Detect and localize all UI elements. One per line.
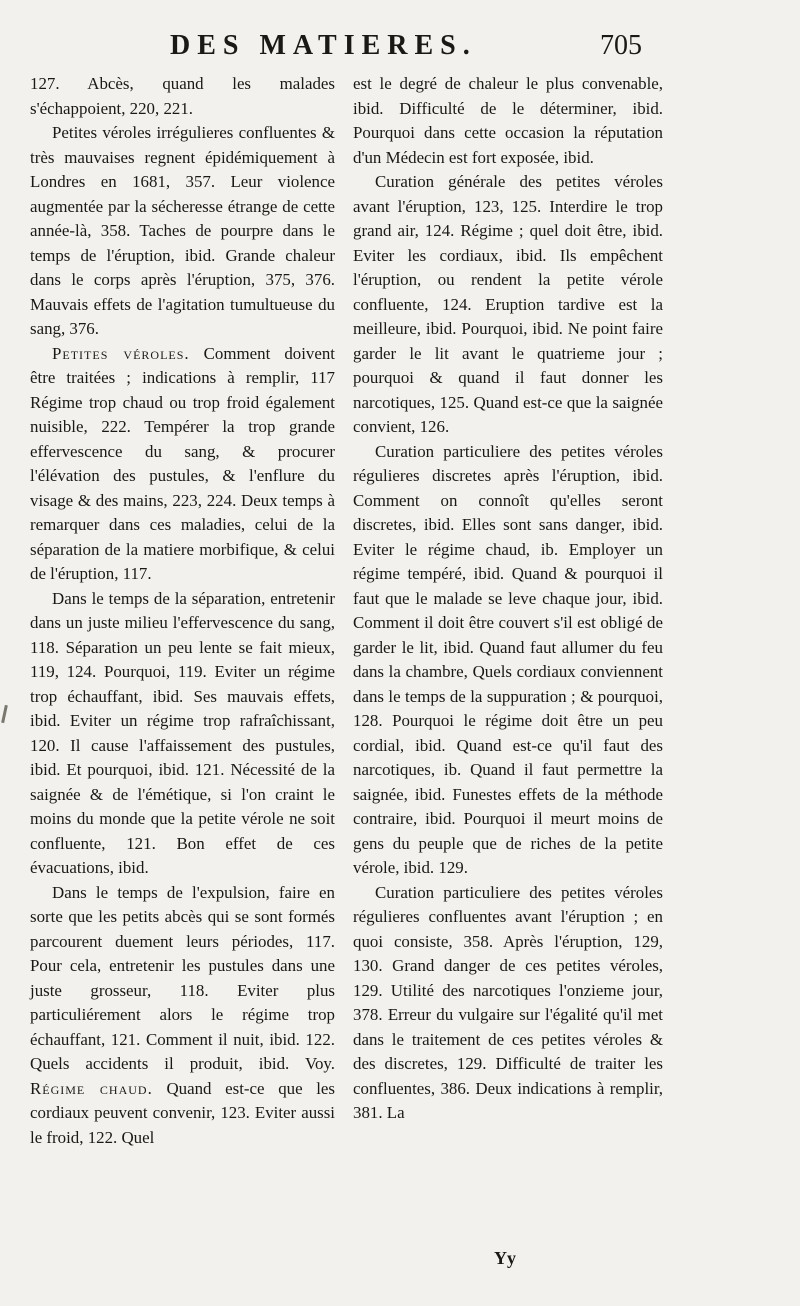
margin-mark — [1, 705, 8, 723]
signature-mark: Yy — [494, 1248, 516, 1268]
index-entry: Curation particuliere des petites véroles régulieres confluentes avant l'éruption ; en quoi consiste, 358. Après l'éruption, 129, 130. Grand danger de ces petites véroles, 129. Utilité des narcotiques l'onzieme jour, 378. Erreur du vulgaire sur l'égalité qu'il met dans le traitement de ces petites véroles & des discretes, 129. Difficulté de traiter les confluentes, 386. Deux indications à remplir, 381. La — [353, 882, 663, 1122]
entry-body: Dans le temps de l'expulsion, faire en sorte que les petits abcès qui se sont formés parcourent duement leurs périodes, 117. Pour cela, entretenir les pustules dans une juste grosseur, 118. Eviter plus particuliérement alors le régime trop échauffant, 121. Comment il nuit, ibid. 122. Quels accidents il produit, ibid. Voy. — [30, 882, 335, 1073]
index-entry: Dans le temps de la séparation, entretenir dans un juste milieu l'effervescence du sang, 118. Séparation un peu lente se fait mieux, 119, 124. Pourquoi, 119. Eviter un régime trop échauffant, ibid. Ses mauvais effets, ibid. Eviter un régime trop rafraîchissant, 120. Il cause l'affaissement des pustules, ibid. Et pourquoi, ibid. 121. Nécessité de la saignée & de l'émétique, si l'on craint le moins du monde que la petite vérole ne soit confluente, 121. Bon effet de ces évacuations, ibid. — [30, 588, 335, 877]
entry-body: Comment doivent être traitées ; indications à remplir, 117 Régime trop chaud ou trop froid également nuisible, 222. Tempérer la trop grande effervescence du sang, & procurer l'élévation des pustules, & l'enflure du visage & des mains, 223, 224. Deux temps à remarquer dans ces maladies, celui de la séparation de la matiere morbifique, & celui de l'éruption, 117. — [30, 343, 335, 583]
index-entry: est le degré de chaleur le plus convenable, ibid. Difficulté de le déterminer, ibid. Pourquoi dans cette occasion la réputation d'un Médecin est fort exposée, ibid. — [353, 74, 663, 167]
cross-reference: Régime chaud. — [30, 1078, 153, 1098]
left-column — [30, 72, 335, 1150]
right-column — [353, 72, 663, 1126]
index-entry — [30, 881, 335, 1151]
page-number: 705 — [600, 30, 642, 61]
entry-body: Quand est-ce que les cordiaux peuvent convenir, 123. Eviter aussi le froid, 122. Quel — [30, 1078, 336, 1147]
index-entry: Petites véroles irrégulieres confluentes & très mauvaises regnent épidémiquement à Londres en 1681, 357. Leur violence augmentée par la sécheresse étrange de cette année-là, 358. Taches de pourpre dans le temps de l'éruption, ibid. Grande chaleur dans le corps après l'éruption, 375, 376. Mauvais effets de l'agitation tumultueuse du sang, 376. — [30, 123, 335, 338]
index-entry: 127. Abcès, quand les malades s'échappoient, 220, 221. — [30, 74, 335, 118]
entry-heading: Petites véroles. — [52, 343, 190, 363]
index-entry: Curation particuliere des petites véroles régulieres discretes après l'éruption, ibid. Comment on connoît qu'elles seront discretes, ibid. Elles sont sans danger, ibid. Eviter le régime chaud, ib. Employer un régime tempéré, ibid. Quand & pourquoi il faut que le malade se leve chaque jour, ibid. Comment il doit être couvert s'il est obligé de garder le lit, ibid. Quand faut allumer du feu dans la chambre, Quels cordiaux conviennent dans le temps de la suppuration ; & pourquoi, 128. Pourquoi le régime doit être un peu cordial, ibid. Quand est-ce qu'il faut des narcotiques, ib. Quand il faut permettre la saignée, ibid. Funestes effets de la méthode contraire, ibid. Pourquoi il meurt moins de gens du peuple que de riches de la petite vérole, ibid. 129. — [353, 441, 663, 877]
index-entry: Curation générale des petites véroles avant l'éruption, 123, 125. Interdire le trop grand air, 124. Régime ; quel doit être, ibid. Eviter les cordiaux, ibid. Ils empêchent l'éruption, ou rendent la petite vérole confluente, 124. Eruption tardive est la meilleure, ibid. Pourquoi, ibid. Ne point faire garder le lit avant le quatrieme jour ; pourquoi & quand il faut donner les narcotiques, 125. Quand est-ce que la saignée convient, 126. — [353, 172, 663, 436]
index-entry — [30, 342, 335, 587]
running-head: DES MATIERES. — [170, 30, 477, 61]
